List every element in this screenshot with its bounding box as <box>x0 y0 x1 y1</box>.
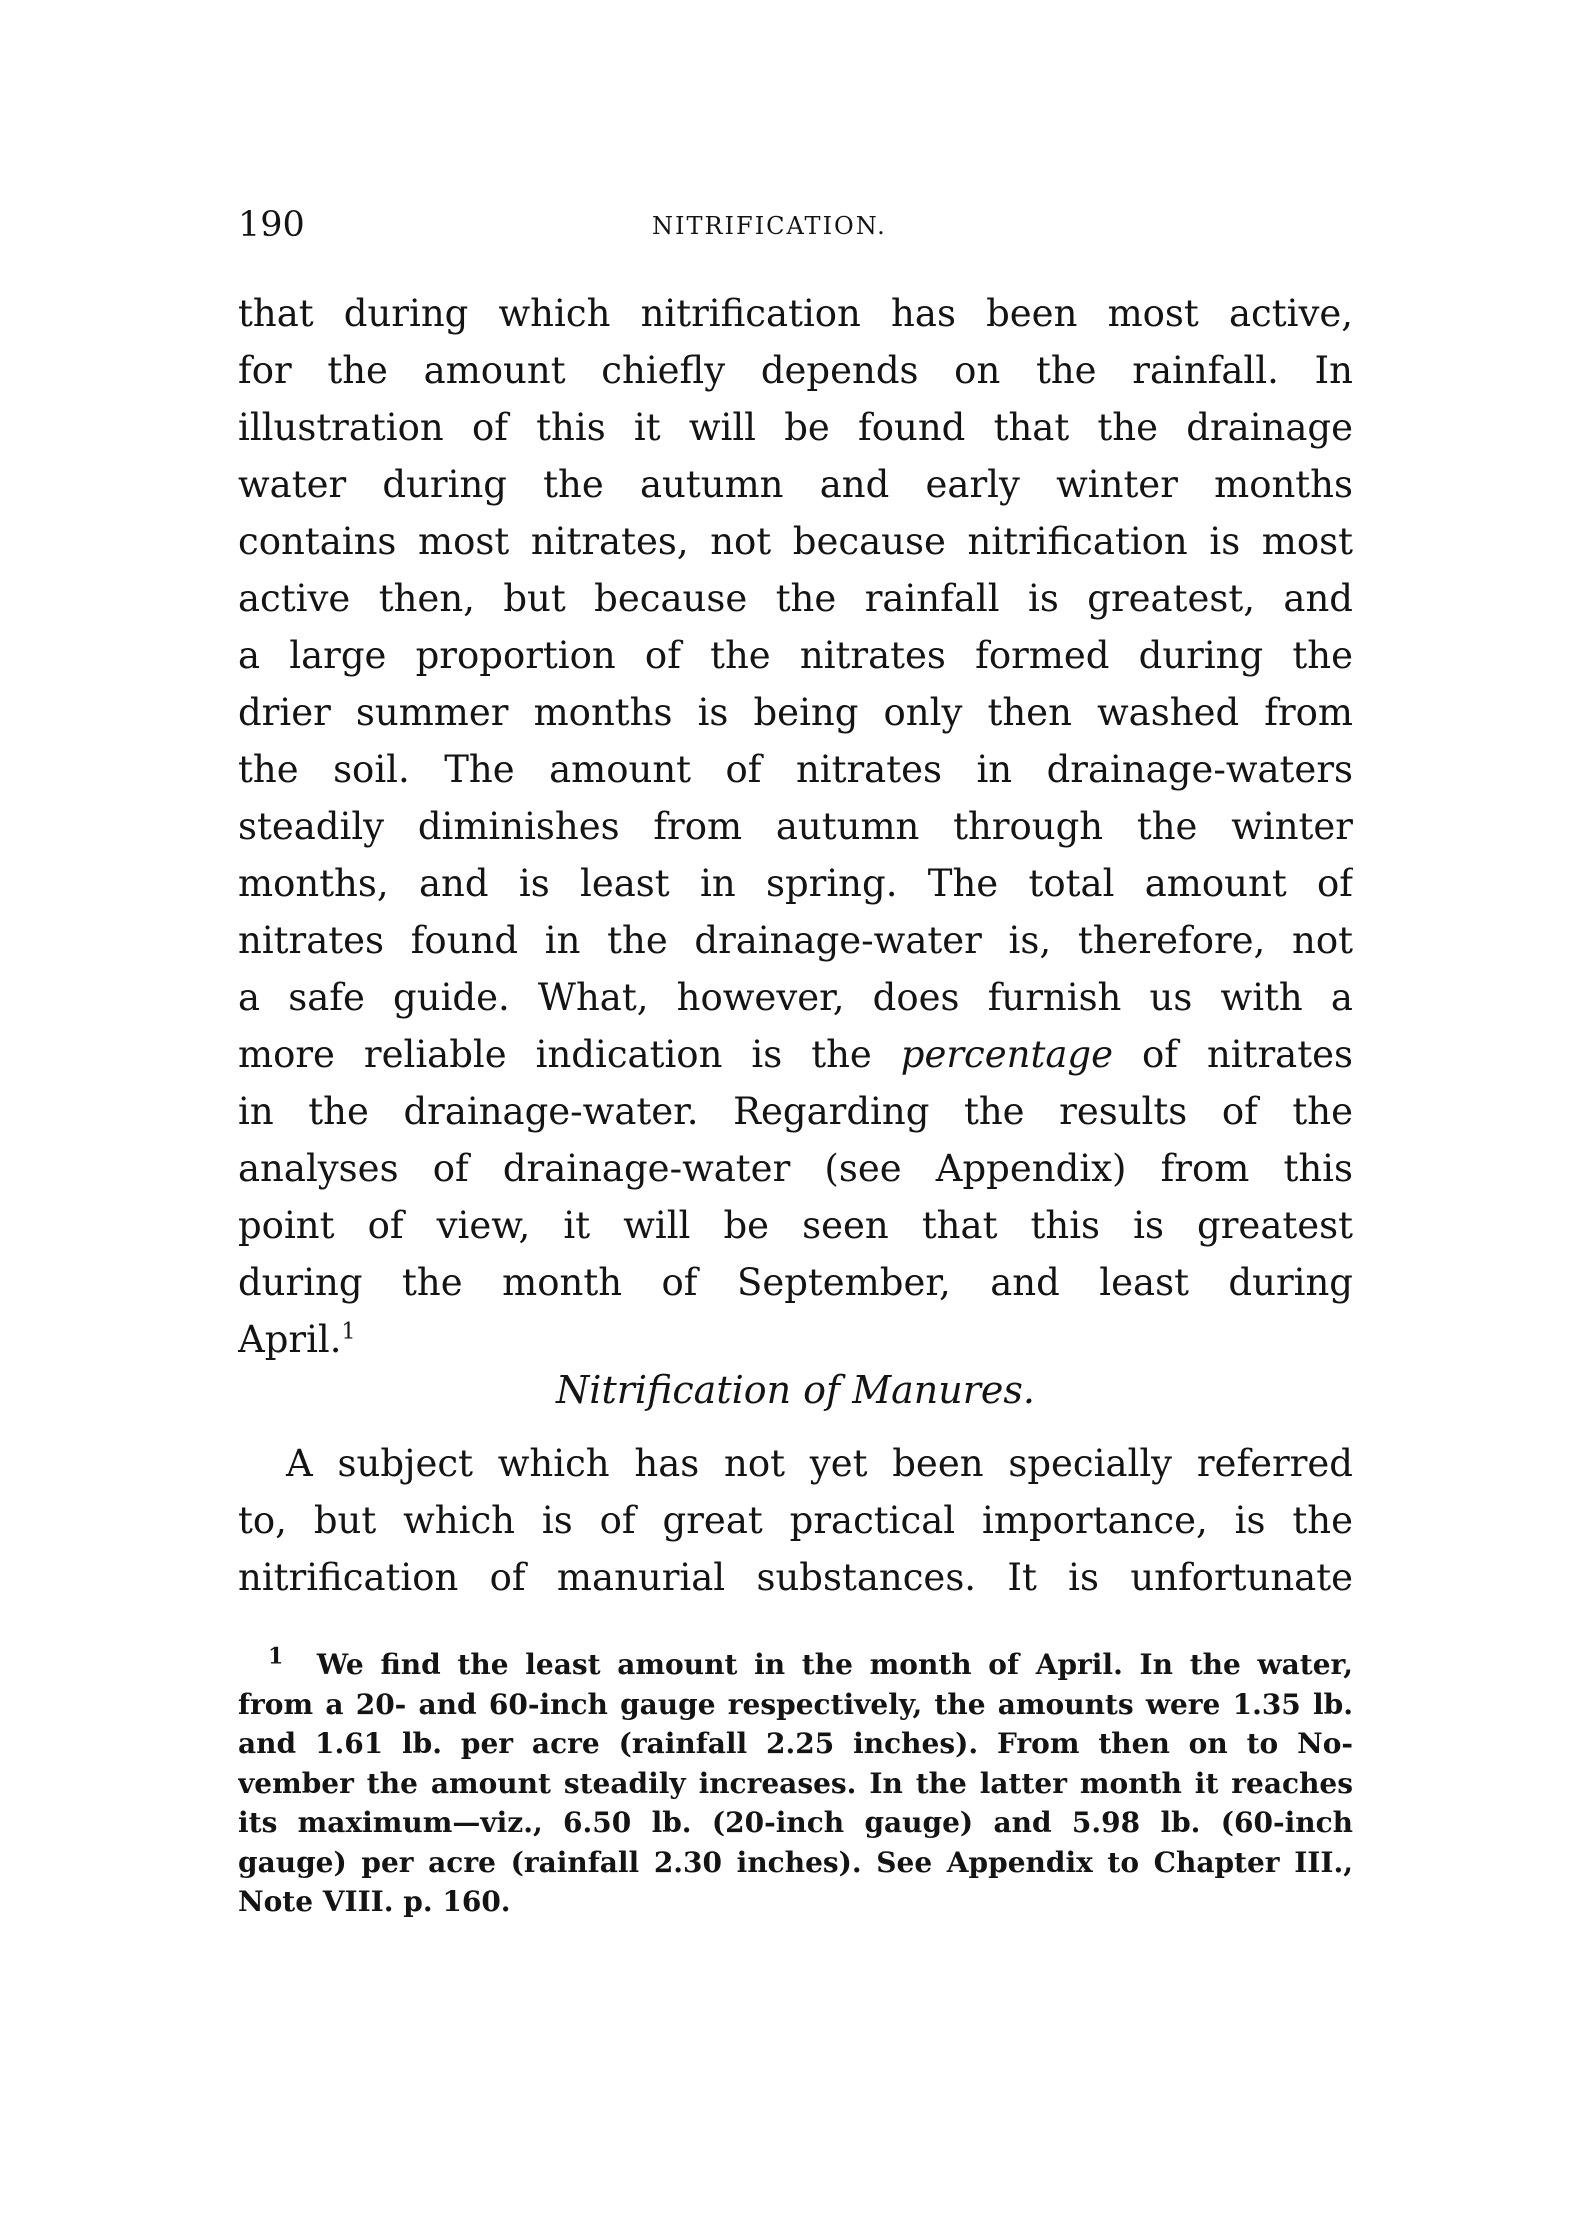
text-line: more reliable indication is the percentage of nitrates <box>238 1033 1353 1076</box>
text-line: the soil. The amount of nitrates in drainage-waters <box>238 748 1353 791</box>
text-line: A subject which has not yet been specially referred <box>286 1442 1353 1485</box>
text-line: nitrates found in the drainage-water is, therefore, not <box>238 919 1353 962</box>
footnote-line: gauge) per acre (rainfall 2.30 inches). See Appendix to Chapter III., <box>238 1845 1353 1879</box>
text-line: nitrification of manurial substances. It is unfortunate <box>238 1556 1353 1599</box>
footnote-line: We find the least amount in the month of April. In the water, <box>316 1648 1353 1681</box>
text-line: for the amount chiefly depends on the rainfall. In <box>238 349 1353 392</box>
footnote-line: vember the amount steadily increases. In the latter month it reaches <box>238 1766 1353 1800</box>
page-header <box>238 205 1348 255</box>
section-heading: Nitrification of Manures. <box>556 1368 1035 1412</box>
footnote-line: from a 20- and 60-inch gauge respectively, the amounts were 1.35 lb. <box>238 1687 1353 1721</box>
text-line: months, and is least in spring. The total amount of <box>238 862 1353 905</box>
text-line: contains most nitrates, not because nitrification is most <box>238 520 1353 563</box>
text-line: steadily diminishes from autumn through the winter <box>238 805 1353 848</box>
text-line: analyses of drainage-water (see Appendix) from this <box>238 1147 1353 1190</box>
footnote-first-line <box>238 1645 1353 1685</box>
footnote-reference: 1 <box>341 1319 356 1345</box>
emphasis-word: percentage <box>900 1033 1114 1076</box>
text-line: during the month of September, and least during <box>238 1261 1353 1304</box>
text-line: that during which nitrification has been most active, <box>238 292 1353 335</box>
text-line: water during the autumn and early winter months <box>238 463 1353 506</box>
text-line: active then, but because the rainfall is greatest, and <box>238 577 1353 620</box>
text-line: drier summer months is being only then washed from <box>238 691 1353 734</box>
text-line: a safe guide. What, however, does furnish us with a <box>238 976 1353 1019</box>
text-line-last <box>238 1311 1353 1368</box>
page-number: 190 <box>238 205 305 245</box>
text-line-april: April. <box>238 1318 342 1361</box>
footnote-block <box>238 1645 1353 1922</box>
text-line: illustration of this it will be found that the drainage <box>238 406 1353 449</box>
text-line: to, but which is of great practical importance, is the <box>238 1499 1353 1542</box>
footnote-marker: 1 <box>268 1645 284 1670</box>
paragraph-2 <box>238 1435 1353 1606</box>
text-line: a large proportion of the nitrates formed during the <box>238 634 1353 677</box>
paragraph-1 <box>238 285 1353 1368</box>
footnote-line: its maximum—viz., 6.50 lb. (20-inch gauge) and 5.98 lb. (60-inch <box>238 1806 1353 1839</box>
text-line: in the drainage-water. Regarding the results of the <box>238 1090 1353 1133</box>
footnote-line: Note VIII. p. 160. <box>238 1885 511 1918</box>
text-line: point of view, it will be seen that this is greatest <box>238 1204 1353 1247</box>
footnote-line: and 1.61 lb. per acre (rainfall 2.25 inches). From then on to No- <box>238 1727 1353 1760</box>
running-head: NITRIFICATION. <box>652 212 887 240</box>
